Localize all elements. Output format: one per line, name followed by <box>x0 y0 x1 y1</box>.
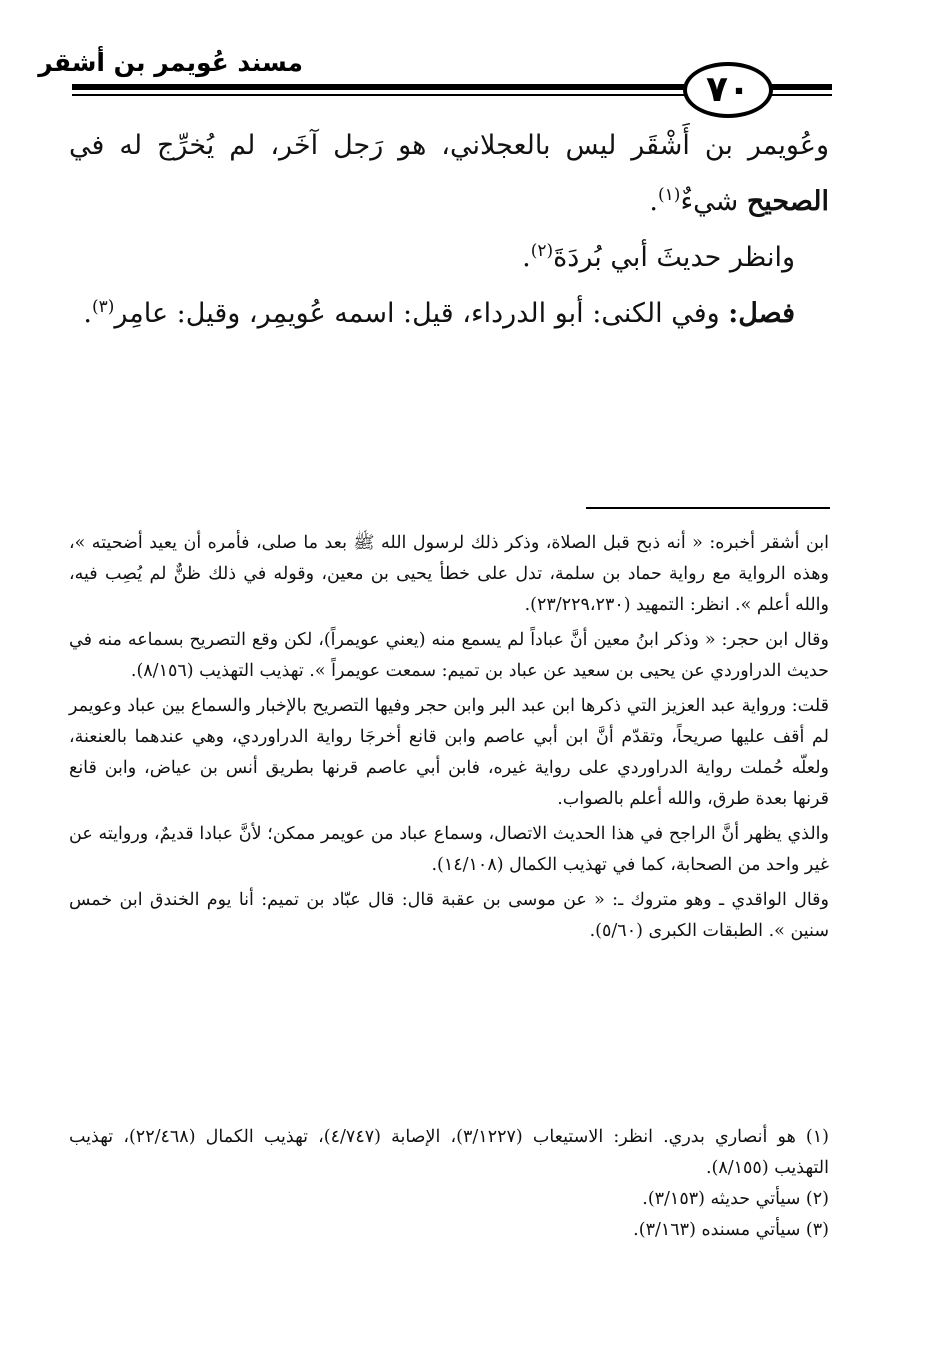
paragraph-1-line-1: وعُويمر بن أَشْقَر ليس بالعجلاني، هو رَجل آخَر، لم يُخرِّج له في <box>69 130 829 161</box>
paragraph-3-end: . <box>83 298 92 329</box>
footnote-continuation-paragraph: قلت: ورواية عبد العزيز التي ذكرها ابن عبد البر وابن حجر وفيها التصريح بالإخبار والسماع بين عباد وعويمر لم أقف عليها صريحاً، وتقدّم أنَّ ابن أبي عاصم وابن قانع أخرجَا رواية الدراوردي، وهي عندهما بالعنعنة، ولعلّه حُملت رواية الدراوردي على رواية غيره، فابن أبي عاصم قرنها بطريق أنس بن عياض، وابن قانع قرنها بعدة طرق، والله أعلم بالصواب. <box>69 696 829 809</box>
running-header-title: مسند عُويمر بن أشقر <box>38 48 303 77</box>
footnote-separator <box>586 507 830 509</box>
paragraph-1 <box>69 118 829 174</box>
bold-term-sahih: الصحيح <box>746 186 829 217</box>
footnote-ref-2: (٢) <box>530 241 554 261</box>
footnote-3: (٣) سيأتي مسنده (٣/١٦٣). <box>633 1220 829 1240</box>
footnote-1: (١) هو أنصاري بدري. انظر: الاستيعاب (٣/١٢٢٧)، الإصابة (٤/٧٤٧)، تهذيب الكمال (٢٢/٤٦٨)، تهذيب التهذيب (٨/١٥٥). <box>69 1127 829 1178</box>
page-number: ٧٠ <box>706 69 750 110</box>
footnotes <box>69 1122 829 1246</box>
footnote-continuation-paragraph: وقال الواقدي ـ وهو متروك ـ: « عن موسى بن عقبة قال: قال عبّاد بن تميم: أنا يوم الخندق ابن خمس سنين ». الطبقات الكبرى (٥/٦٠). <box>69 890 829 941</box>
footnote-ref-3: (٣) <box>91 297 115 317</box>
main-text <box>69 118 829 342</box>
paragraph-1-continued <box>69 174 829 230</box>
paragraph-2 <box>69 230 795 286</box>
footnote-2: (٢) سيأتي حديثه (٣/١٥٣). <box>642 1189 829 1209</box>
footnote-continuation-paragraph: وقال ابن حجر: « وذكر ابنُ معين أنَّ عباداً لم يسمع منه (يعني عويمراً)، لكن وقع التصريح بسماعه منه في حديث الدراوردي عن يحيى بن سعيد عن عباد بن تميم: سمعت عويمراً ». تهذيب التهذيب (٨/١٥٦). <box>69 630 829 681</box>
paragraph-3 <box>69 286 795 342</box>
footnote-continuation <box>69 528 829 947</box>
paragraph-1-rest: شيءٌ <box>680 186 747 217</box>
footnote-continuation-paragraph: ابن أشقر أخبره: « أنه ذبح قبل الصلاة، وذكر ذلك لرسول الله ﷺ بعد ما صلى، فأمره أن يعيد أضحيته »، وهذه الرواية مع رواية حماد بن سلمة، تدل على خطأ يحيى بن معين، وقوله في ذلك ظنٌّ لم يُصِب فيه، والله أعلم ». انظر: التمهيد (٢٣/٢٢٩،٢٣٠). <box>69 533 829 615</box>
footnote-ref-1: (١) <box>658 185 681 205</box>
paragraph-2-text: وانظر حديثَ أبي بُردَةَ <box>553 242 795 273</box>
paragraph-1-end: . <box>649 186 659 217</box>
paragraph-2-end: . <box>522 242 531 273</box>
page-number-badge <box>683 62 773 118</box>
footnote-continuation-paragraph: والذي يظهر أنَّ الراجح في هذا الحديث الاتصال، وسماع عباد من عويمر ممكن؛ لأنَّ عبادا قديمٌ، وروايته عن غير واحد من الصحابة، كما في تهذيب الكمال (١٤/١٠٨). <box>69 824 829 875</box>
paragraph-3-text: وفي الكنى: أبو الدرداء، قيل: اسمه عُويمِر، وقيل: عامِر <box>114 298 729 329</box>
section-label-fasl: فصل: <box>728 298 795 329</box>
